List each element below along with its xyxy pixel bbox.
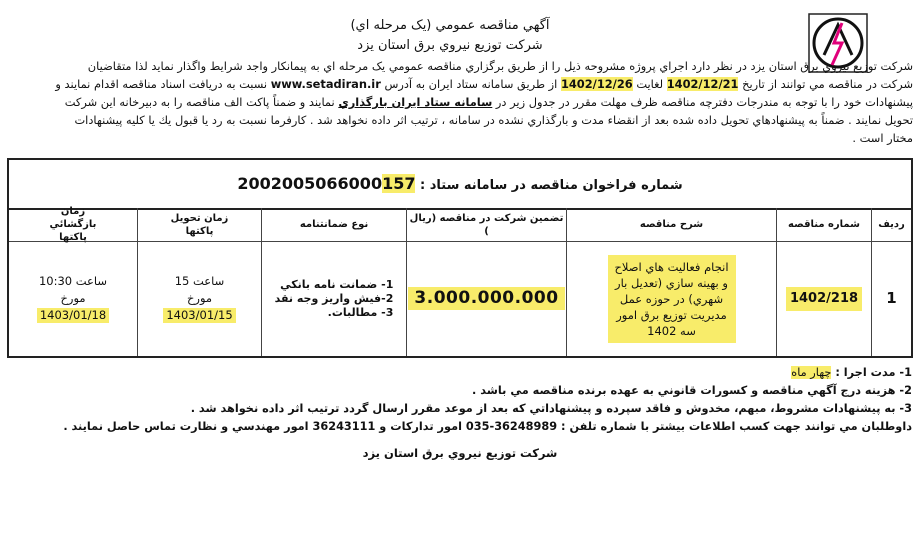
note-duration-value: چهار ماه xyxy=(791,366,832,379)
intro-text: نسبت به دريافت اسناد مناقصه اقدام نمايند و xyxy=(55,77,268,91)
end-date: 1402/12/26 xyxy=(560,77,633,91)
column-header-row: رديف xyxy=(872,208,911,242)
note-duration xyxy=(7,365,912,381)
intro-line-3 xyxy=(8,94,913,111)
setad-website-link[interactable]: www.setadiran.ir xyxy=(270,77,381,91)
tender-description: انجام فعاليت هاي اصلاح و بهينه سازي (تعديل بار شهري) در حوزه عمل مديريت توزيع برق امور سه 1402 xyxy=(608,255,736,343)
opening-label: مورخ xyxy=(60,291,86,305)
intro-line-1: شرکت توزيع نيروي برق استان يزد در نظر دارد اجراي پروژه مشروحه ذيل را از طريق برگزاري مناقصه عمومي يک مرحله اي به پيمانکار واجد شرايط واگذار نمايد لذا متقاضيان xyxy=(87,59,913,73)
guarantee-amount-cell xyxy=(407,241,566,356)
column-header-guarantee-type: نوع ضمانتنامه xyxy=(262,208,406,242)
guarantee-type-list xyxy=(275,278,394,320)
delivery-label: مورخ xyxy=(186,291,213,305)
guarantee-amount: 3.000.000.000 xyxy=(408,287,564,310)
note-duration-label: 1- مدت اجرا : xyxy=(835,366,912,379)
note-cost: 2- هزينه درج آگهي مناقصه و کسورات قانوني به عهده برنده مناقصه مي باشد . xyxy=(472,384,912,397)
tender-number-cell xyxy=(777,241,871,356)
intro-text: پيشنهادات خود را با توجه به مندرجات دفترچه مناقصه ظرف مهلت مقرر در جدول زير در xyxy=(495,95,913,109)
call-number-tail: 157 xyxy=(382,174,416,193)
column-row xyxy=(871,208,911,356)
delivery-date-box xyxy=(163,274,235,323)
intro-text: از طريق سامانه ستاد ايران به آدرس xyxy=(384,77,558,91)
column-guarantee-type xyxy=(261,208,406,356)
column-guarantee-amount xyxy=(406,208,566,356)
start-date: 1402/12/21 xyxy=(666,77,739,91)
column-header-description: شرح مناقصه xyxy=(567,208,776,242)
column-opening-time xyxy=(9,208,137,356)
intro-text: نمايند و ضمناً پاکت الف مناقصه را به دبيرخانه اين شرکت xyxy=(64,95,335,109)
opening-date: 1403/01/18 xyxy=(37,308,109,323)
guarantee-type-item: 2-فيش واريز وجه نقد xyxy=(274,291,394,305)
intro-line-4: تحويل نمايند . ضمناً به پيشنهادهاي تحويل داده شده بعد از انقضاء مدت و بارگذاري نشده در سامانه ، ترتيب اثر داده نخواهد شد . کارفرما نسبت به رد يا قبول يك يا کليه پيشنهادات xyxy=(74,113,913,127)
company-name: شرکت توزيع نيروي برق استان يزد xyxy=(357,38,543,53)
intro-text: شرکت در مناقصه مي توانند از تاريخ xyxy=(742,77,913,91)
guarantee-type-item: 3- مطالبات. xyxy=(327,305,394,319)
opening-date-box xyxy=(37,274,109,323)
notice-title: آگهي مناقصه عمومي (يک مرحله اي) xyxy=(350,18,550,33)
description-cell xyxy=(567,241,776,356)
column-header-tender-number: شماره مناقصه xyxy=(777,208,871,242)
row-number: 1 xyxy=(886,289,897,307)
column-tender-number xyxy=(776,208,871,356)
call-number-label: شماره فراخوان مناقصه در سامانه ستاد : xyxy=(420,178,683,193)
column-header-opening-label: زمان بازگشائي پاکتها xyxy=(49,206,97,243)
column-delivery-time xyxy=(137,208,261,356)
guarantee-type-cell xyxy=(262,241,406,356)
intro-line-2 xyxy=(8,76,913,93)
note-conditions: 3- به پيشنهادات مشروط، مبهم، مخدوش و فاقد سپرده و پيشنهاداتي که بعد از موعد مقرر ارسال گردد ترتيب اثر داده نخواهد شد . xyxy=(190,402,912,415)
delivery-time-cell xyxy=(138,241,261,356)
delivery-hour: ساعت 15 xyxy=(174,274,225,288)
column-header-opening-time xyxy=(9,208,137,242)
opening-hour: ساعت 10:30 xyxy=(38,274,108,288)
tender-number: 1402/218 xyxy=(786,287,862,311)
call-number-title xyxy=(9,160,911,210)
call-number xyxy=(237,174,415,193)
note-contact: داوطلبان مي توانند جهت کسب اطلاعات بيشتر با شماره تلفن : 36248989-035 امور تداركات و 36243111 امور مهندسي و نظارت تماس حاصل نمايند . xyxy=(63,420,912,433)
call-number-main: 2002005066000 xyxy=(237,174,383,193)
intro-text: لغايت xyxy=(636,77,664,91)
column-header-guarantee-amount: تضمين شرکت در مناقصه (ريال ) xyxy=(407,208,566,242)
column-header-delivery-time xyxy=(138,208,261,242)
setad-system-name: سامانه ستاد ايران بارگذاري xyxy=(338,95,493,109)
footer-signature: شرکت توزيع نيروي برق استان يزد xyxy=(362,446,558,460)
delivery-date: 1403/01/15 xyxy=(163,308,235,323)
column-header-delivery-label: زمان تحويل پاکتها xyxy=(170,212,229,237)
column-description xyxy=(566,208,776,356)
tender-table xyxy=(7,158,913,358)
intro-line-5: مختار است . xyxy=(852,131,913,145)
guarantee-type-item: 1- ضمانت نامه بانكي xyxy=(280,277,394,291)
opening-time-cell xyxy=(9,241,137,356)
